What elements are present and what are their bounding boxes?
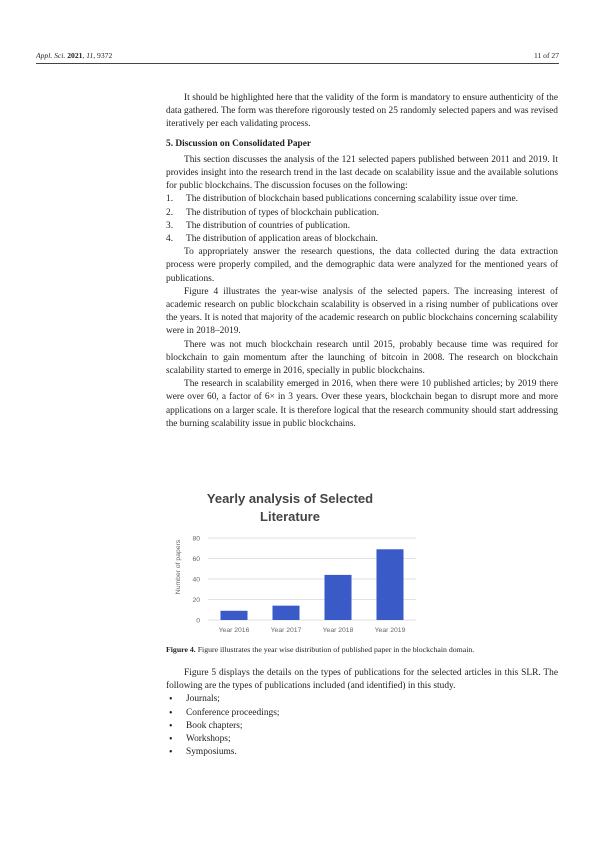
section-paragraph-5: The research in scalability emerged in 2016, when there were 10 published articles; by 2019 there were over 60, a factor of 6× in 3 years. Over these years, blockchain began to disrupt more and more applications on a larger scale. It is therefore logical that the research community should start addressing the burning scalability issue in public blockchains. — [166, 379, 558, 429]
journal-name: Appl. Sci. — [36, 51, 66, 60]
x-tick-label: Year 2017 — [270, 627, 302, 634]
figure-caption — [166, 645, 558, 655]
numbered-list — [166, 193, 558, 246]
y-tick-label: 80 — [192, 535, 200, 543]
x-tick-label: Year 2019 — [374, 627, 406, 634]
y-tick-label: 20 — [192, 597, 200, 604]
chart-title-line-2: Literature — [260, 509, 320, 524]
list-item: 4. The distribution of application areas of blockchain. — [166, 234, 378, 245]
section-paragraph-3: Figure 4 illustrates the year-wise analysis of the selected papers. The increasing interest of academic research on public blockchain scalability is observed in a rising number of publications over the years. It is noted that majority of the academic research on public blockchains concerning scalability were in 2018–2019. — [166, 286, 558, 337]
list-item: 2. The distribution of types of blockchain publication. — [166, 207, 379, 218]
y-tick-label: 60 — [192, 556, 200, 563]
list-item: 3. The distribution of countries of publication. — [166, 220, 351, 231]
bar-year-2016 — [220, 611, 247, 620]
x-tick-label: Year 2018 — [322, 627, 354, 634]
chart-title-line-1: Yearly analysis of Selected — [206, 491, 374, 506]
y-tick-label: 0 — [196, 617, 200, 625]
figure-caption-text: Figure illustrates the year wise distribution of published paper in the blockchain domain. — [197, 645, 475, 654]
section-paragraph-1: This section discusses the analysis of the 121 selected papers published between 2011 and 2019. It provides insight into the research trend in the last decade on scalability issue and the available solutions for public blockchains. The discussion focuses on the following: — [166, 154, 558, 192]
body-text — [166, 92, 558, 431]
list-item: • Workshops; — [166, 733, 558, 746]
article-number: 9372 — [97, 51, 113, 60]
list-item: • Journals; — [166, 693, 558, 706]
bar-year-2018 — [324, 575, 351, 620]
page-number: 11 of 27 — [533, 51, 559, 60]
header-divider — [36, 63, 559, 64]
bar-chart — [166, 480, 558, 650]
section-paragraph-2: To appropriately answer the research questions, the data collected during the data extraction process were properly compiled, and the demographic data were analyzed for the mentioned years of publications. — [166, 247, 558, 284]
list-item: • Symposiums. — [166, 746, 558, 759]
list-item: 1. The distribution of blockchain based publications concerning scalability issue over time. — [166, 194, 518, 205]
y-axis-label: Number of papers — [175, 539, 182, 595]
post-figure-paragraph: Figure 5 displays the details on the types of publications for the selected articles in this SLR. The following are the types of publications included (and identified) in this study. — [166, 668, 558, 692]
running-header-citation: Appl. Sci. 2021, 11, 9372 — [36, 51, 113, 60]
list-item: • Book chapters; — [166, 720, 558, 733]
intro-paragraph: It should be highlighted here that the validity of the form is mandatory to ensure authenticity of the data gathered. The form was therefore rigorously tested on 25 randomly selected papers and was revised iteratively per each validating process. — [166, 93, 558, 130]
figure-caption-label: Figure 4. — [166, 645, 196, 654]
journal-volume: 11 — [86, 51, 94, 60]
bar-year-2017 — [272, 606, 299, 620]
list-item: • Conference proceedings; — [166, 707, 558, 720]
y-tick-label: 40 — [192, 576, 200, 584]
section-heading: 5. Discussion on Consolidated Paper — [166, 138, 312, 149]
bar-year-2019 — [376, 549, 403, 620]
post-figure-text — [166, 667, 558, 759]
figure-4 — [166, 480, 558, 650]
section-paragraph-4: There was not much blockchain research until 2015, probably because time was required for blockchain to gain momentum after the launching of bitcoin in 2008. The research on blockchain scalability started to emerge in 2016, specially in public blockchains. — [166, 339, 558, 377]
x-tick-label: Year 2016 — [218, 627, 250, 634]
publication-types-list — [166, 693, 558, 759]
journal-year: 2021 — [67, 51, 83, 60]
